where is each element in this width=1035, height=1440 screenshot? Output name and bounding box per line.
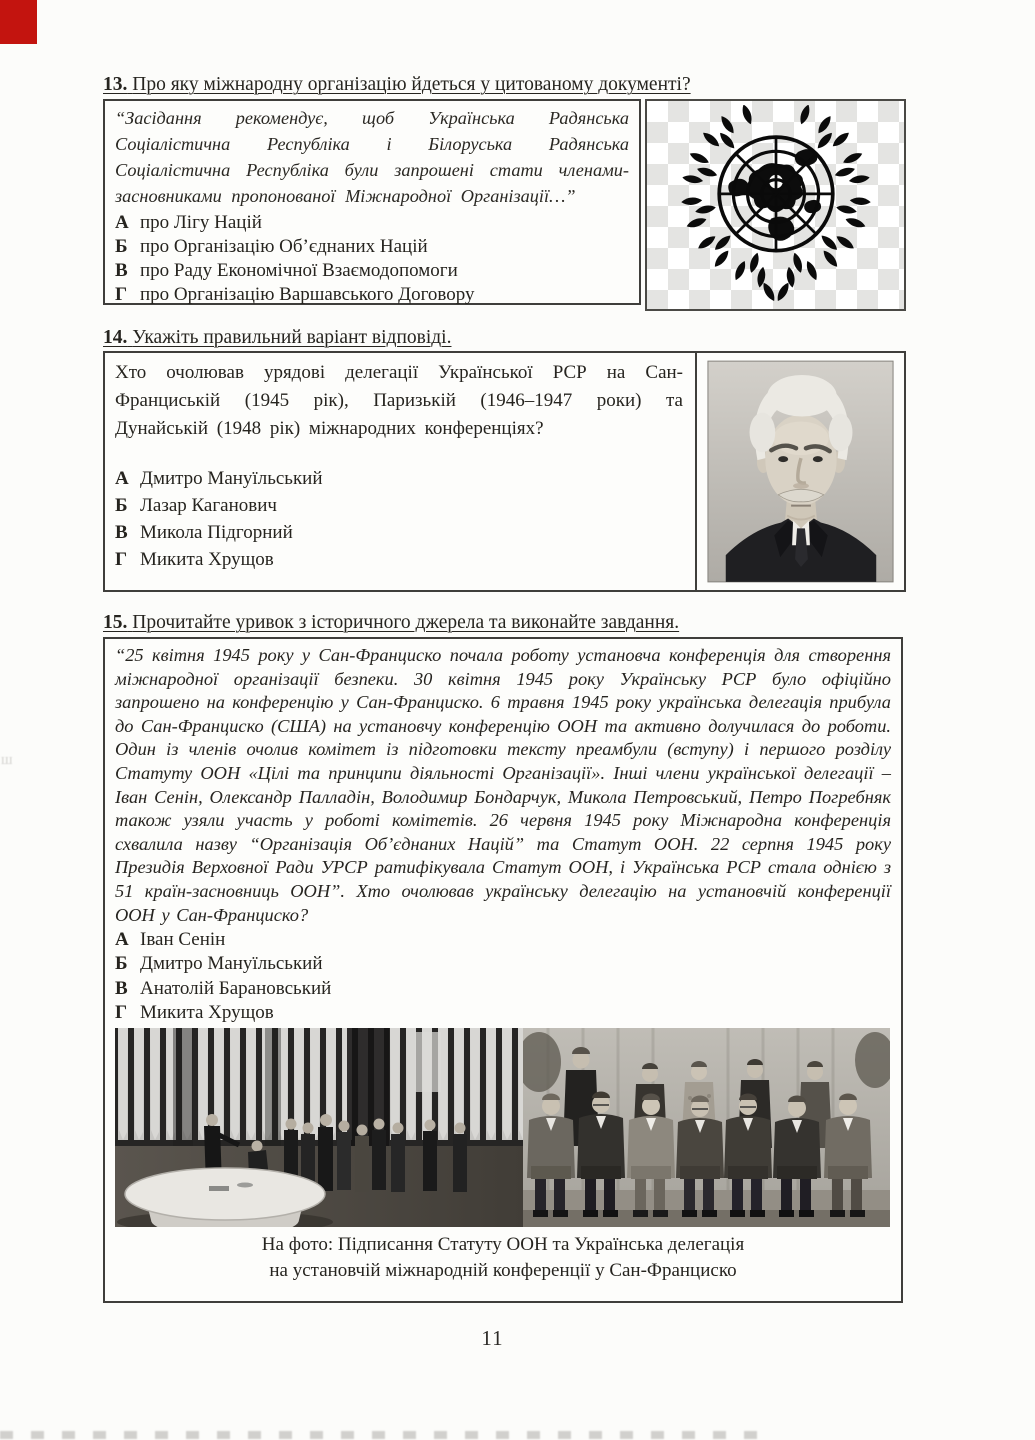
answer-option: А про Лігу Націй xyxy=(115,212,262,233)
question-15-box xyxy=(103,637,903,1303)
photo-caption-line2: на установчій міжнародній конференції у Сан-Франциско xyxy=(269,1259,737,1281)
question-15-number: 15. xyxy=(103,612,128,633)
question-14-question: Хто очолював урядові делегації Української РСР на Сан-Франциській (1945 рік), Паризькій (1946–1947 роки) та Дунайській (1948 рік) міжнародних конференціях? xyxy=(115,362,683,439)
answer-option: Б про Організацію Об’єднаних Націй xyxy=(115,236,428,257)
scan-smudge: ш xyxy=(1,752,13,768)
answer-option: В Микола Підгорний xyxy=(115,522,293,543)
ukrainian-delegation-photo xyxy=(523,1028,890,1227)
photo-caption-line1: На фото: Підписання Статуту ООН та Українська делегація xyxy=(261,1234,745,1256)
question-15-title xyxy=(103,612,679,634)
answer-option: Г про Організацію Варшавського Договору xyxy=(115,284,475,305)
question-13-quote: “Засідання рекомендує, щоб Українська Радянська Соціалістична Республіка і Білоруська Радянська Соціалістична Республіка були запрошені стати членами-засновниками пропонованої Міжнародної Організації…” xyxy=(115,108,629,206)
question-15-options xyxy=(115,928,891,1025)
red-corner-scan-mark xyxy=(0,0,37,44)
answer-option: Г Микита Хрущов xyxy=(115,549,274,570)
answer-option: А Дмитро Мануїльський xyxy=(115,468,323,489)
question-14-options xyxy=(115,465,683,573)
un-charter-signing-photo xyxy=(115,1028,523,1227)
photo-caption xyxy=(115,1232,891,1283)
un-emblem-graphic xyxy=(652,105,900,305)
answer-option: А Іван Сенін xyxy=(115,929,226,951)
question-14-title xyxy=(103,327,451,349)
question-13-title-text: Про яку міжнародну організацію йдеться у цитованому документі? xyxy=(132,74,691,95)
scan-edge-noise xyxy=(0,1431,760,1439)
question-14-number: 14. xyxy=(103,327,128,348)
question-15-passage: “25 квітня 1945 року у Сан-Франциско почала роботу установча конференція для створення міжнародної організації безпеки. 30 квітня 1945 року Українську РСР було офіційно запрошено на конференцію у Сан-Франциско. 6 травня 1945 року українська делегація прибула до Сан-Франциско (США) на установчу конференцію ООН та активно долучилася до роботи. Один із членів очолив комітет із підготовки тексту преамбули (вступу) і першого розділу Статуту ООН «Цілі та принципи діяльності Організації». Інші члени української делегації – Іван Сенін, Олександр Палладін, Володимир Бондарчук, Микола Петровський, Петро Погребняк також узяли участь у роботі комітетів. 26 червня 1945 року Міжнародна конференція схвалила назву “Організація Об’єднаних Націй” та Статут ООН. 22 серпня 1945 року Президія Верховної Ради УРСР ратифікувала Статут ООН, і Українська РСР стала однією з 51 країн-засновниць ООН”. Хто очолював українську делегацію на установчій конференції ООН у Сан-Франциско? xyxy=(115,645,891,925)
question-14-box xyxy=(103,351,906,592)
answer-option: В про Раду Економічної Взаємодопомоги xyxy=(115,260,458,281)
answer-option: Б Дмитро Мануїльський xyxy=(115,953,323,975)
question-13-options xyxy=(115,211,629,307)
question-13-number: 13. xyxy=(103,74,128,95)
page-number: 11 xyxy=(481,1326,504,1350)
portrait-photo xyxy=(697,353,904,590)
question-14-text-cell xyxy=(105,353,697,590)
answer-option: Б Лазар Каганович xyxy=(115,495,277,516)
portrait-graphic xyxy=(702,358,899,585)
answer-option: Г Микита Хрущов xyxy=(115,1002,274,1024)
question-13-title xyxy=(103,74,691,96)
question-13-box xyxy=(103,99,641,305)
question-14-title-text: Укажіть правильний варіант відповіді. xyxy=(132,327,452,348)
question-15-title-text: Прочитайте уривок з історичного джерела та виконайте завдання. xyxy=(132,612,680,633)
answer-option: В Анатолій Барановський xyxy=(115,977,332,999)
question-15-photos xyxy=(115,1028,891,1227)
un-emblem-image xyxy=(645,99,906,311)
